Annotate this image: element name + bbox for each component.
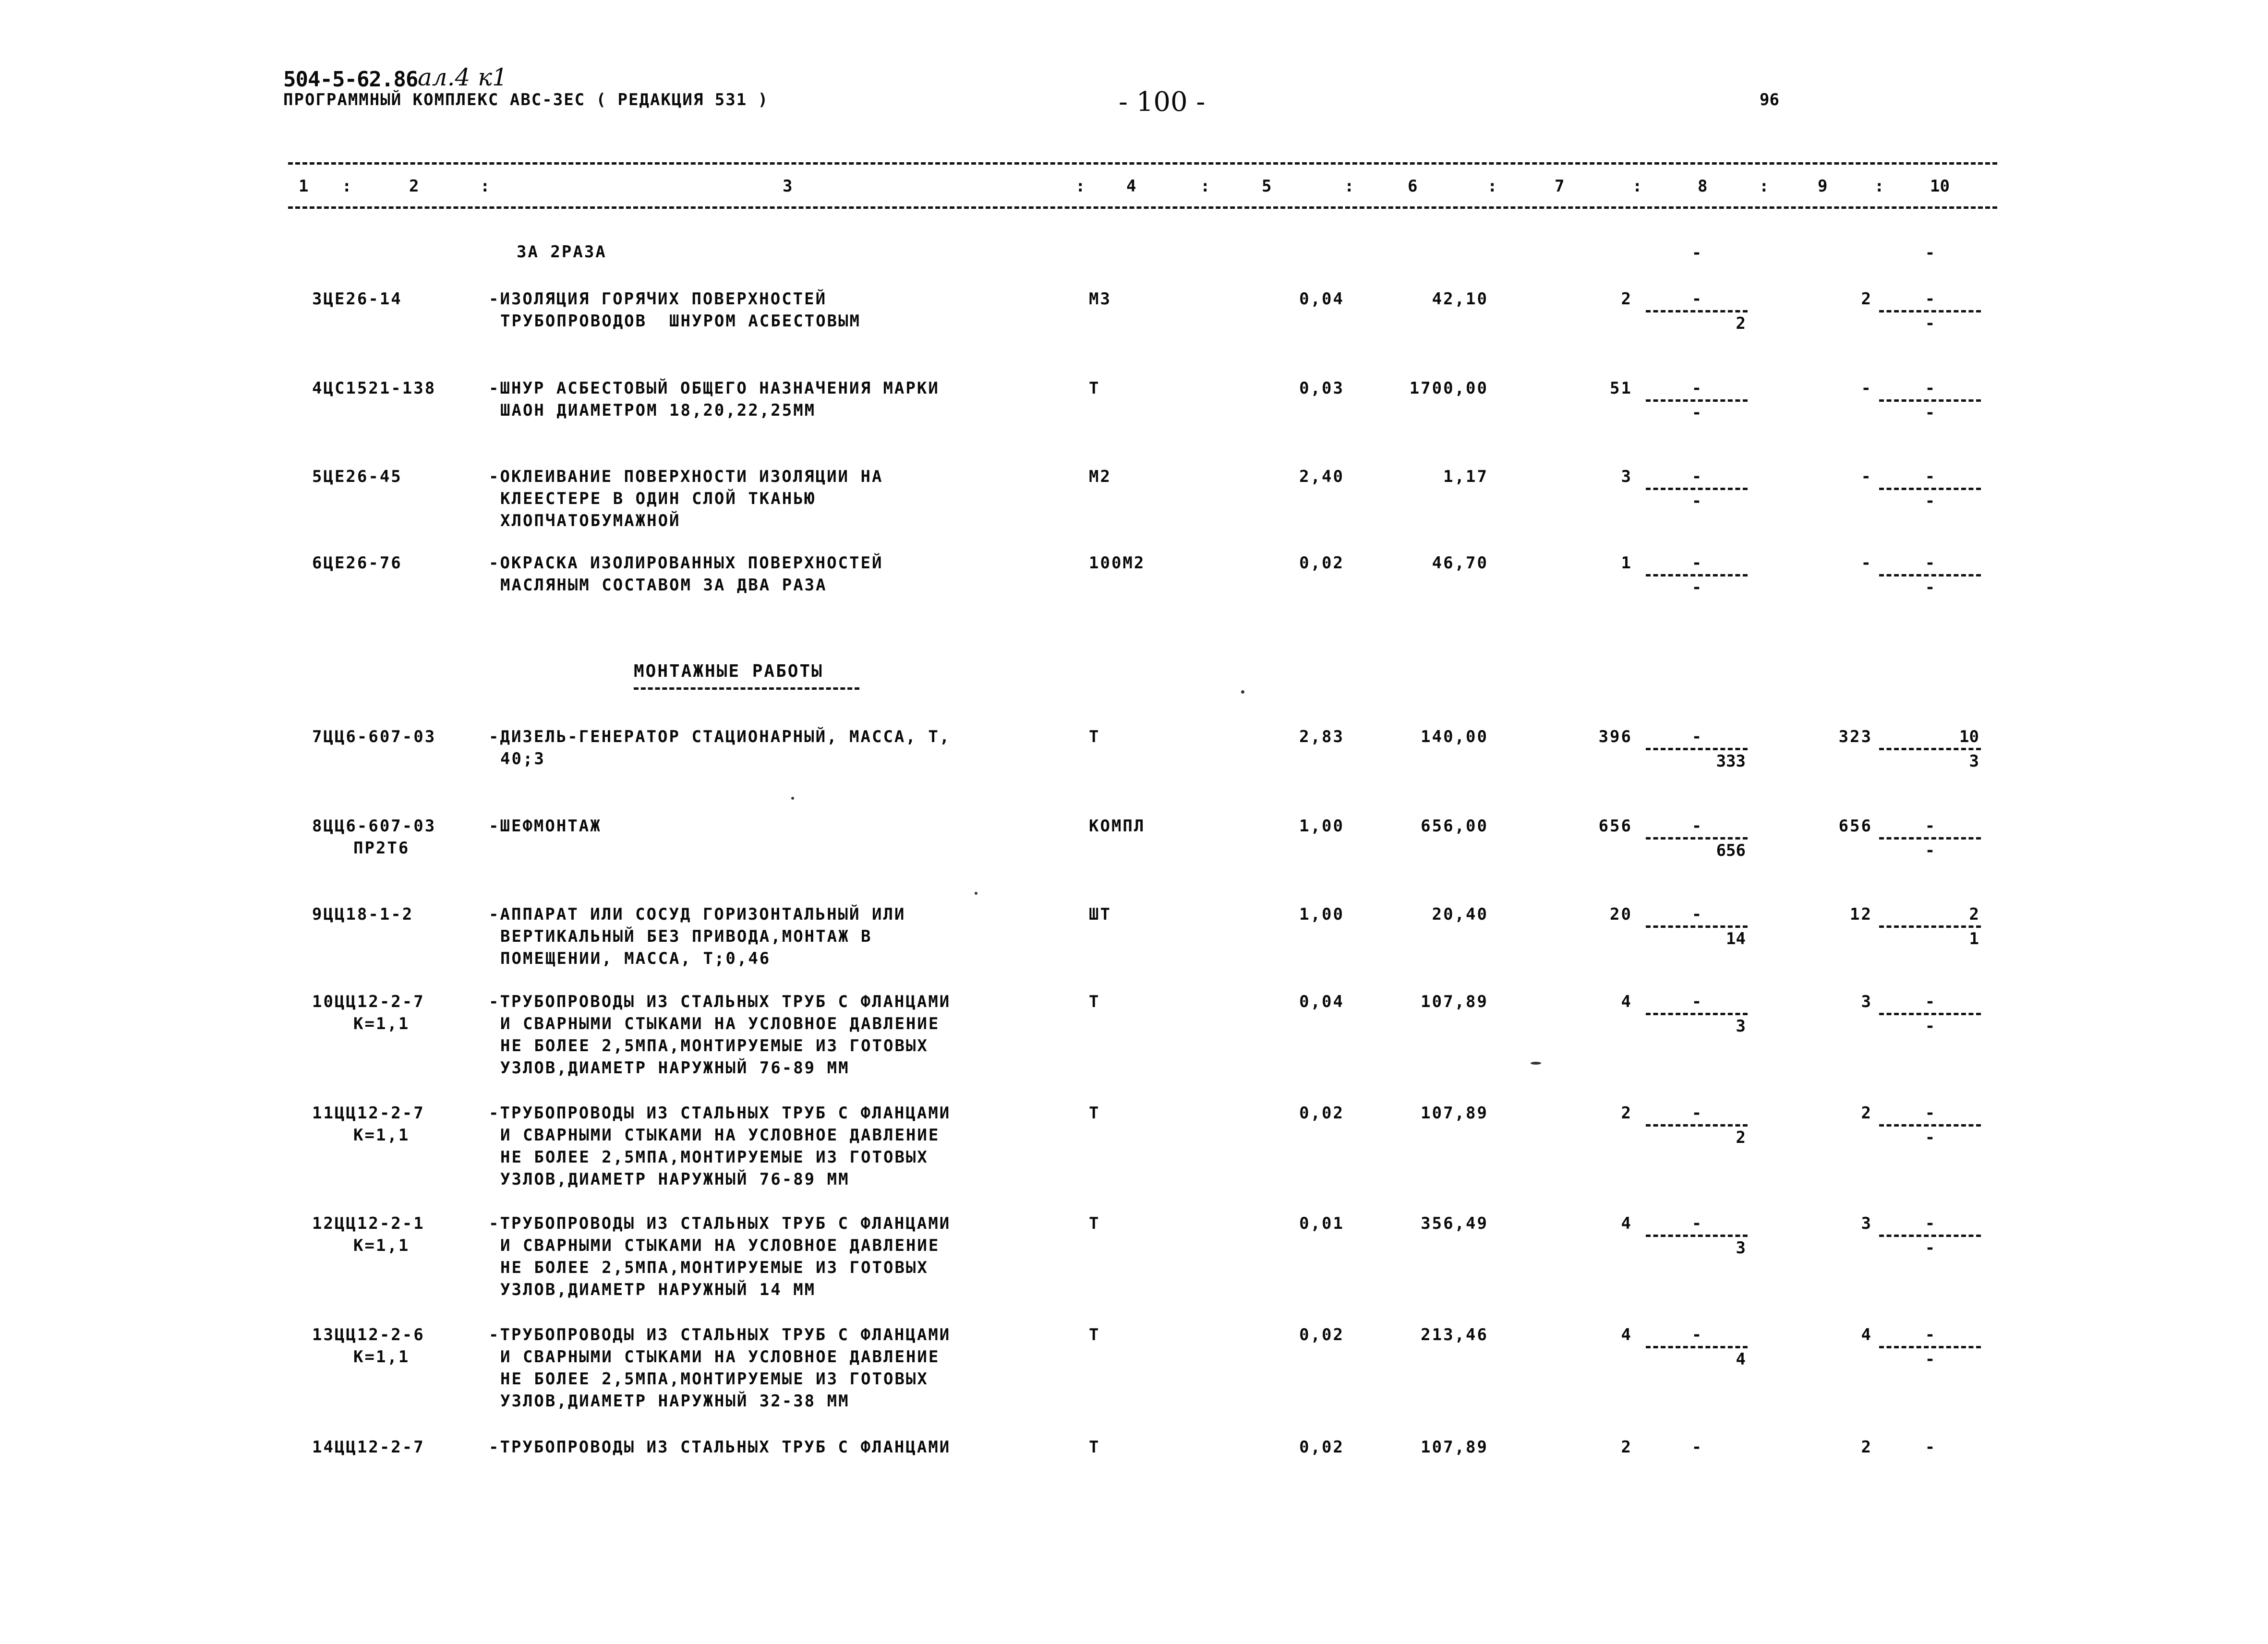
fraction-numerator: -	[1925, 1438, 1935, 1457]
fraction-denominator: 333	[1716, 752, 1746, 771]
value-column-8	[1644, 903, 1749, 950]
fraction-numerator: -	[1925, 816, 1935, 836]
item-quantity: 1,00	[1299, 816, 1344, 836]
fraction-denominator: 3	[1736, 1017, 1746, 1036]
item-quantity: 0,02	[1299, 1325, 1344, 1344]
column-header: 2	[409, 177, 419, 196]
item-quantity: 0,01	[1299, 1214, 1344, 1233]
header-top-rule	[288, 162, 1997, 165]
section-underline	[634, 687, 859, 690]
column-separator: :	[1487, 177, 1497, 196]
item-total: 2	[1621, 1438, 1632, 1457]
fraction-numerator: -	[1691, 1214, 1702, 1233]
scan-speck	[1241, 690, 1244, 694]
sheet-number: 96	[1760, 90, 1779, 109]
item-description: УЗЛОВ,ДИАМЕТР НАРУЖНЫЙ 76-89 ММ	[500, 1170, 850, 1189]
item-description: -ИЗОЛЯЦИЯ ГОРЯЧИХ ПОВЕРХНОСТЕЙ	[489, 289, 827, 309]
fraction-denominator: -	[1925, 841, 1935, 860]
item-total: 51	[1610, 379, 1632, 398]
item-unit: ШТ	[1089, 905, 1111, 924]
item-quantity: 0,04	[1299, 992, 1344, 1011]
fraction-numerator: -	[1691, 553, 1702, 573]
item-unit: 100М2	[1089, 553, 1146, 573]
column-separator: :	[1344, 177, 1354, 196]
value-column-9: 323	[1838, 727, 1872, 746]
scan-speck	[1531, 1062, 1541, 1065]
value-column-9: -	[1861, 467, 1872, 486]
column-header: 10	[1930, 177, 1950, 196]
item-code: 11ЦЦ12-2-7	[312, 1104, 425, 1123]
item-description: ТРУБОПРОВОДОВ ШНУРОМ АСБЕСТОВЫМ	[500, 312, 861, 331]
item-unit-price: 656,00	[1421, 816, 1488, 836]
fraction-denominator: -	[1925, 1017, 1935, 1036]
item-total: 20	[1610, 905, 1632, 924]
value-column-10	[1877, 903, 1983, 950]
section-title-mounting: МОНТАЖНЫЕ РАБОТЫ	[634, 661, 823, 681]
fraction-denominator: -	[1925, 1238, 1935, 1258]
value-column-8	[1644, 1436, 1749, 1458]
scan-speck	[975, 892, 977, 895]
item-code: 3ЦЕ26-14	[312, 289, 402, 309]
item-description: НЕ БОЛЕЕ 2,5МПА,МОНТИРУЕМЫЕ ИЗ ГОТОВЫХ	[500, 1148, 929, 1167]
item-code: 14ЦЦ12-2-7	[312, 1438, 425, 1457]
value-column-8	[1644, 288, 1749, 335]
item-unit-price: 107,89	[1421, 1438, 1488, 1457]
column-header: 7	[1555, 177, 1565, 196]
item-unit-price: 213,46	[1421, 1325, 1488, 1344]
column-separator: :	[480, 177, 490, 196]
item-description: НЕ БОЛЕЕ 2,5МПА,МОНТИРУЕМЫЕ ИЗ ГОТОВЫХ	[500, 1036, 929, 1056]
value-column-8	[1644, 1102, 1749, 1149]
fraction-numerator: -	[1925, 1104, 1935, 1123]
item-description: УЗЛОВ,ДИАМЕТР НАРУЖНЫЙ 76-89 ММ	[500, 1058, 850, 1078]
item-quantity: 2,40	[1299, 467, 1344, 486]
fraction-numerator: -	[1925, 1325, 1935, 1344]
item-description: УЗЛОВ,ДИАМЕТР НАРУЖНЫЙ 32-38 ММ	[500, 1392, 850, 1411]
fraction-numerator: -	[1691, 905, 1702, 924]
column-header: 9	[1818, 177, 1828, 196]
item-code: 4ЦС1521-138	[312, 379, 436, 398]
item-total: 3	[1621, 467, 1632, 486]
item-description: 40;3	[500, 749, 545, 768]
item-total: 2	[1621, 1104, 1632, 1123]
item-quantity: 1,00	[1299, 905, 1344, 924]
column-header: 4	[1126, 177, 1136, 196]
item-description: -ШНУР АСБЕСТОВЫЙ ОБЩЕГО НАЗНАЧЕНИЯ МАРКИ	[489, 379, 940, 398]
item-unit-price: 1,17	[1443, 467, 1488, 486]
fraction-denominator: -	[1925, 492, 1935, 511]
value-column-9: 656	[1838, 816, 1872, 836]
value-column-10	[1877, 815, 1983, 862]
item-total: 4	[1621, 992, 1632, 1011]
value-column-9: -	[1861, 379, 1872, 398]
item-description: И СВАРНЫМИ СТЫКАМИ НА УСЛОВНОЕ ДАВЛЕНИЕ	[500, 1236, 940, 1255]
value-column-8	[1644, 552, 1749, 599]
item-unit-price: 107,89	[1421, 992, 1488, 1011]
page-number: - 100 -	[1119, 86, 1206, 118]
column-separator: :	[342, 177, 352, 196]
item-description: МАСЛЯНЫМ СОСТАВОМ ЗА ДВА РАЗА	[500, 576, 827, 595]
value-column-8	[1644, 1324, 1749, 1370]
fraction-denominator: 2	[1736, 1128, 1746, 1147]
fraction-numerator: 10	[1959, 727, 1979, 746]
item-quantity: 0,02	[1299, 1438, 1344, 1457]
item-description: -АППАРАТ ИЛИ СОСУД ГОРИЗОНТАЛЬНЫЙ ИЛИ	[489, 905, 906, 924]
value-column-10	[1877, 1324, 1983, 1370]
item-code: 12ЦЦ12-2-1	[312, 1214, 425, 1233]
fraction-denominator: 14	[1726, 929, 1746, 948]
value-column-8: -	[1691, 243, 1702, 263]
scan-speck	[791, 797, 794, 800]
item-total: 2	[1621, 289, 1632, 309]
fraction-denominator: -	[1925, 314, 1935, 333]
item-description: -ОКРАСКА ИЗОЛИРОВАННЫХ ПОВЕРХНОСТЕЙ	[489, 553, 883, 573]
item-unit: Т	[1089, 1325, 1100, 1344]
column-separator: :	[1874, 177, 1884, 196]
fraction-denominator: 1	[1969, 929, 1979, 948]
fraction-numerator: -	[1691, 379, 1702, 398]
item-unit: Т	[1089, 727, 1100, 746]
item-unit-price: 140,00	[1421, 727, 1488, 746]
fraction-numerator: -	[1925, 379, 1935, 398]
value-column-9: 2	[1861, 289, 1872, 309]
fraction-numerator: -	[1691, 816, 1702, 836]
fraction-denominator: -	[1691, 492, 1702, 511]
item-description: НЕ БОЛЕЕ 2,5МПА,МОНТИРУЕМЫЕ ИЗ ГОТОВЫХ	[500, 1369, 929, 1389]
value-column-8	[1644, 815, 1749, 862]
item-description: -ТРУБОПРОВОДЫ ИЗ СТАЛЬНЫХ ТРУБ С ФЛАНЦАМИ	[489, 1214, 951, 1233]
item-description: ХЛОПЧАТОБУМАЖНОЙ	[500, 511, 681, 530]
item-unit-price: 20,40	[1432, 905, 1488, 924]
item-unit-price: 42,10	[1432, 289, 1488, 309]
fraction-denominator: 2	[1736, 314, 1746, 333]
item-code: К=1,1	[353, 1014, 410, 1033]
fraction-numerator: 2	[1969, 905, 1979, 924]
header-bottom-rule	[288, 206, 1997, 209]
fraction-numerator: -	[1691, 1325, 1702, 1344]
item-description: -ШЕФМОНТАЖ	[489, 816, 602, 836]
item-description: ВЕРТИКАЛЬНЫЙ БЕЗ ПРИВОДА,МОНТАЖ В	[500, 927, 872, 946]
value-column-9: 3	[1861, 992, 1872, 1011]
item-unit: Т	[1089, 1214, 1100, 1233]
column-header: 6	[1408, 177, 1418, 196]
item-description: -ДИЗЕЛЬ-ГЕНЕРАТОР СТАЦИОНАРНЫЙ, МАССА, Т,	[489, 727, 951, 746]
item-description: -ОКЛЕИВАНИЕ ПОВЕРХНОСТИ ИЗОЛЯЦИИ НА	[489, 467, 883, 486]
value-column-10	[1877, 552, 1983, 599]
item-description: ШАОН ДИАМЕТРОМ 18,20,22,25ММ	[500, 401, 816, 420]
item-total: 1	[1621, 553, 1632, 573]
fraction-numerator: -	[1691, 289, 1702, 309]
item-code: 8ЦЦ6-607-03	[312, 816, 436, 836]
fraction-numerator: -	[1925, 467, 1935, 486]
column-separator: :	[1075, 177, 1086, 196]
item-total: 396	[1598, 727, 1632, 746]
item-quantity: 2,83	[1299, 727, 1344, 746]
column-header: 5	[1262, 177, 1272, 196]
item-total: 4	[1621, 1214, 1632, 1233]
fraction-denominator: -	[1691, 403, 1702, 422]
value-column-9: 2	[1861, 1438, 1872, 1457]
item-description: -ТРУБОПРОВОДЫ ИЗ СТАЛЬНЫХ ТРУБ С ФЛАНЦАМИ	[489, 1104, 951, 1123]
value-column-10	[1877, 1212, 1983, 1259]
item-unit-price: 107,89	[1421, 1104, 1488, 1123]
fraction-denominator: 3	[1736, 1238, 1746, 1258]
item-code: 13ЦЦ12-2-6	[312, 1325, 425, 1344]
item-description: УЗЛОВ,ДИАМЕТР НАРУЖНЫЙ 14 ММ	[500, 1280, 816, 1299]
program-name: ПРОГРАММНЫЙ КОМПЛЕКС АВС-ЗЕС ( РЕДАКЦИЯ 531 )	[283, 90, 769, 109]
value-column-10	[1877, 1436, 1983, 1458]
value-column-10	[1877, 466, 1983, 512]
item-description: ПОМЕЩЕНИИ, МАССА, Т;0,46	[500, 949, 771, 968]
item-description: -ТРУБОПРОВОДЫ ИЗ СТАЛЬНЫХ ТРУБ С ФЛАНЦАМИ	[489, 1325, 951, 1344]
value-column-9: 4	[1861, 1325, 1872, 1344]
value-column-8	[1644, 991, 1749, 1037]
value-column-8	[1644, 1212, 1749, 1259]
value-column-10	[1877, 726, 1983, 772]
value-column-8	[1644, 377, 1749, 424]
value-column-10	[1877, 1102, 1983, 1149]
fraction-numerator: -	[1691, 1438, 1702, 1457]
column-separator: :	[1632, 177, 1642, 196]
column-separator: :	[1200, 177, 1210, 196]
item-description: И СВАРНЫМИ СТЫКАМИ НА УСЛОВНОЕ ДАВЛЕНИЕ	[500, 1126, 940, 1145]
fraction-denominator: -	[1691, 578, 1702, 597]
fraction-denominator: -	[1925, 1350, 1935, 1369]
value-column-10	[1877, 288, 1983, 335]
item-description: -ТРУБОПРОВОДЫ ИЗ СТАЛЬНЫХ ТРУБ С ФЛАНЦАМИ	[489, 992, 951, 1011]
item-description: И СВАРНЫМИ СТЫКАМИ НА УСЛОВНОЕ ДАВЛЕНИЕ	[500, 1014, 940, 1033]
fraction-numerator: -	[1925, 1214, 1935, 1233]
item-quantity: 0,03	[1299, 379, 1344, 398]
column-separator: :	[1759, 177, 1769, 196]
value-column-9: -	[1861, 553, 1872, 573]
item-code: 5ЦЕ26-45	[312, 467, 402, 486]
value-column-9: 3	[1861, 1214, 1872, 1233]
item-total: 656	[1598, 816, 1632, 836]
item-code: 7ЦЦ6-607-03	[312, 727, 436, 746]
fraction-numerator: -	[1925, 553, 1935, 573]
column-header: 3	[783, 177, 793, 196]
item-total: 4	[1621, 1325, 1632, 1344]
fraction-denominator: 4	[1736, 1350, 1746, 1369]
item-code: ПР2Т6	[353, 839, 410, 858]
item-unit: М3	[1089, 289, 1111, 309]
value-column-8	[1644, 466, 1749, 512]
item-unit: Т	[1089, 992, 1100, 1011]
column-header: 8	[1698, 177, 1708, 196]
value-column-10	[1877, 377, 1983, 424]
item-unit: М2	[1089, 467, 1111, 486]
item-unit: Т	[1089, 379, 1100, 398]
item-unit: Т	[1089, 1438, 1100, 1457]
value-column-10: -	[1925, 243, 1935, 263]
fraction-denominator: 3	[1969, 752, 1979, 771]
value-column-9: 12	[1850, 905, 1872, 924]
item-quantity: 0,02	[1299, 553, 1344, 573]
handwritten-note: ал.4 к1	[418, 63, 507, 91]
fraction-numerator: -	[1691, 727, 1702, 746]
fraction-numerator: -	[1691, 1104, 1702, 1123]
item-unit: Т	[1089, 1104, 1100, 1123]
fraction-numerator: -	[1925, 992, 1935, 1011]
item-quantity: 0,04	[1299, 289, 1344, 309]
document-code: 504-5-62.86	[283, 67, 418, 92]
item-description: -ТРУБОПРОВОДЫ ИЗ СТАЛЬНЫХ ТРУБ С ФЛАНЦАМИ	[489, 1438, 951, 1457]
value-column-9: 2	[1861, 1104, 1872, 1123]
item-unit: КОМПЛ	[1089, 816, 1146, 836]
item-code: 10ЦЦ12-2-7	[312, 992, 425, 1011]
item-code: 9ЦЦ18-1-2	[312, 905, 414, 924]
item-code: 6ЦЕ26-76	[312, 553, 402, 573]
item-code: К=1,1	[353, 1236, 410, 1255]
item-description: НЕ БОЛЕЕ 2,5МПА,МОНТИРУЕМЫЕ ИЗ ГОТОВЫХ	[500, 1258, 929, 1277]
fraction-numerator: -	[1925, 289, 1935, 309]
item-description: И СВАРНЫМИ СТЫКАМИ НА УСЛОВНОЕ ДАВЛЕНИЕ	[500, 1347, 940, 1367]
section-fragment: ЗА 2РАЗА	[517, 242, 607, 262]
fraction-denominator: -	[1925, 578, 1935, 597]
item-code: К=1,1	[353, 1126, 410, 1145]
value-column-10	[1877, 991, 1983, 1037]
value-column-8	[1644, 726, 1749, 772]
fraction-denominator: -	[1925, 1128, 1935, 1147]
fraction-numerator: -	[1691, 467, 1702, 486]
item-code: К=1,1	[353, 1347, 410, 1367]
fraction-numerator: -	[1691, 992, 1702, 1011]
fraction-denominator: -	[1925, 403, 1935, 422]
item-unit-price: 46,70	[1432, 553, 1488, 573]
item-unit-price: 1700,00	[1409, 379, 1488, 398]
item-unit-price: 356,49	[1421, 1214, 1488, 1233]
item-description: КЛЕЕСТЕРЕ В ОДИН СЛОЙ ТКАНЬЮ	[500, 489, 816, 508]
fraction-denominator: 656	[1716, 841, 1746, 860]
column-header: 1	[299, 177, 309, 196]
item-quantity: 0,02	[1299, 1104, 1344, 1123]
